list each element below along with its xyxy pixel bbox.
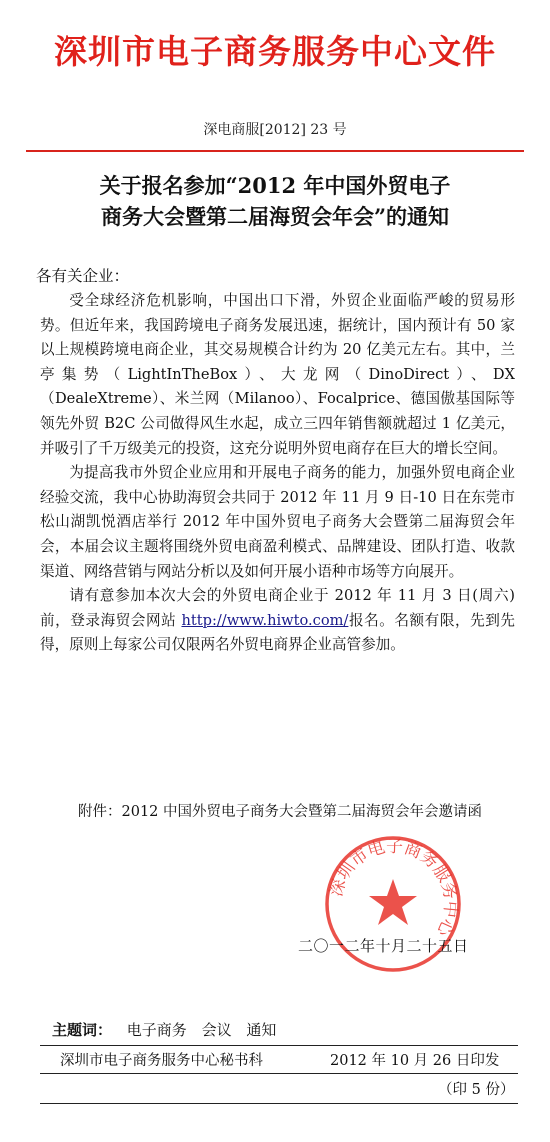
- paragraph-3-text-a: 请有意参加本次大会的外贸电商企业于 2012 年 11 月 3 日(周六)前，登录海贸会网站: [40, 587, 515, 629]
- website-link[interactable]: http://www.hiwto.com/: [181, 611, 349, 629]
- footer-rule-middle: [40, 1073, 518, 1074]
- salutation: 各有关企业：: [36, 267, 130, 285]
- copies-count: （印 5 份）: [438, 1082, 515, 1098]
- notice-title: [0, 170, 550, 232]
- document-header-title: 深圳市电子商务服务中心文件: [54, 32, 496, 71]
- keyword-item: 会议: [201, 1021, 232, 1039]
- notice-title-line-1: 关于报名参加“2012 年中国外贸电子: [99, 173, 451, 198]
- seal-star-icon: [369, 879, 417, 925]
- footer-rule-bottom: [40, 1103, 518, 1104]
- footer-rule-top: [40, 1045, 518, 1046]
- red-divider: [26, 150, 524, 152]
- issuing-department: 深圳市电子商务服务中心秘书科: [60, 1053, 263, 1069]
- notice-title-line-2: 商务大会暨第二届海贸会年会”的通知: [100, 204, 450, 229]
- signing-date: 二〇一二年十月二十五日: [298, 937, 469, 955]
- keyword-item: 电子商务: [126, 1021, 187, 1039]
- document-number: 深电商服[2012] 23 号: [203, 122, 347, 138]
- notice-body: [40, 289, 515, 658]
- attachment-line: 附件：2012 中国外贸电子商务大会暨第二届海贸会年会邀请函: [78, 804, 483, 820]
- paragraph-3: [40, 584, 515, 658]
- keyword-item: 通知: [246, 1021, 277, 1039]
- paragraph-1: 受全球经济危机影响，中国出口下滑，外贸企业面临严峻的贸易形势。但近年来，我国跨境电子商务发展迅速，据统计，国内预计有 50 家以上规模跨境电商企业，其交易规模合计约为 20 亿美元左右。其中，兰亭集势（LightInTheBox）、大龙网（DinoDirect）、DX（DealeXtreme）、米兰网（Milanoo）、Focalprice、德国傲基国际等领先外贸 B2C 公司做得风生水起，成立三四年销售额就超过 1 亿美元，并吸引了千万级美元的投资，这充分说明外贸电商存在巨大的增长空间。: [40, 292, 515, 457]
- subject-keywords: [52, 1019, 276, 1040]
- keywords-label: 主题词：: [52, 1021, 113, 1039]
- paragraph-3-text-b: 报名。名额有限，先到先得，原则上每家公司仅限两名外贸电商界企业高管参加。: [40, 611, 515, 654]
- print-date: 2012 年 10 月 26 日印发: [330, 1053, 500, 1069]
- seal-text-path: 深圳市电子商务服务中心: [326, 836, 461, 940]
- paragraph-2: 为提高我市外贸企业应用和开展电子商务的能力，加强外贸电商企业经验交流，我中心协助海贸会共同于 2012 年 11 月 9 日-10 日在东莞市松山湖凯悦酒店举行 2012 年中国外贸电子商务大会暨第二届海贸会年会，本届会议主题将围绕外贸电商盈利模式、品牌建设、团队打造、收款渠道、网络营销与网站分析以及如何开展小语种市场等方向展开。: [40, 464, 515, 580]
